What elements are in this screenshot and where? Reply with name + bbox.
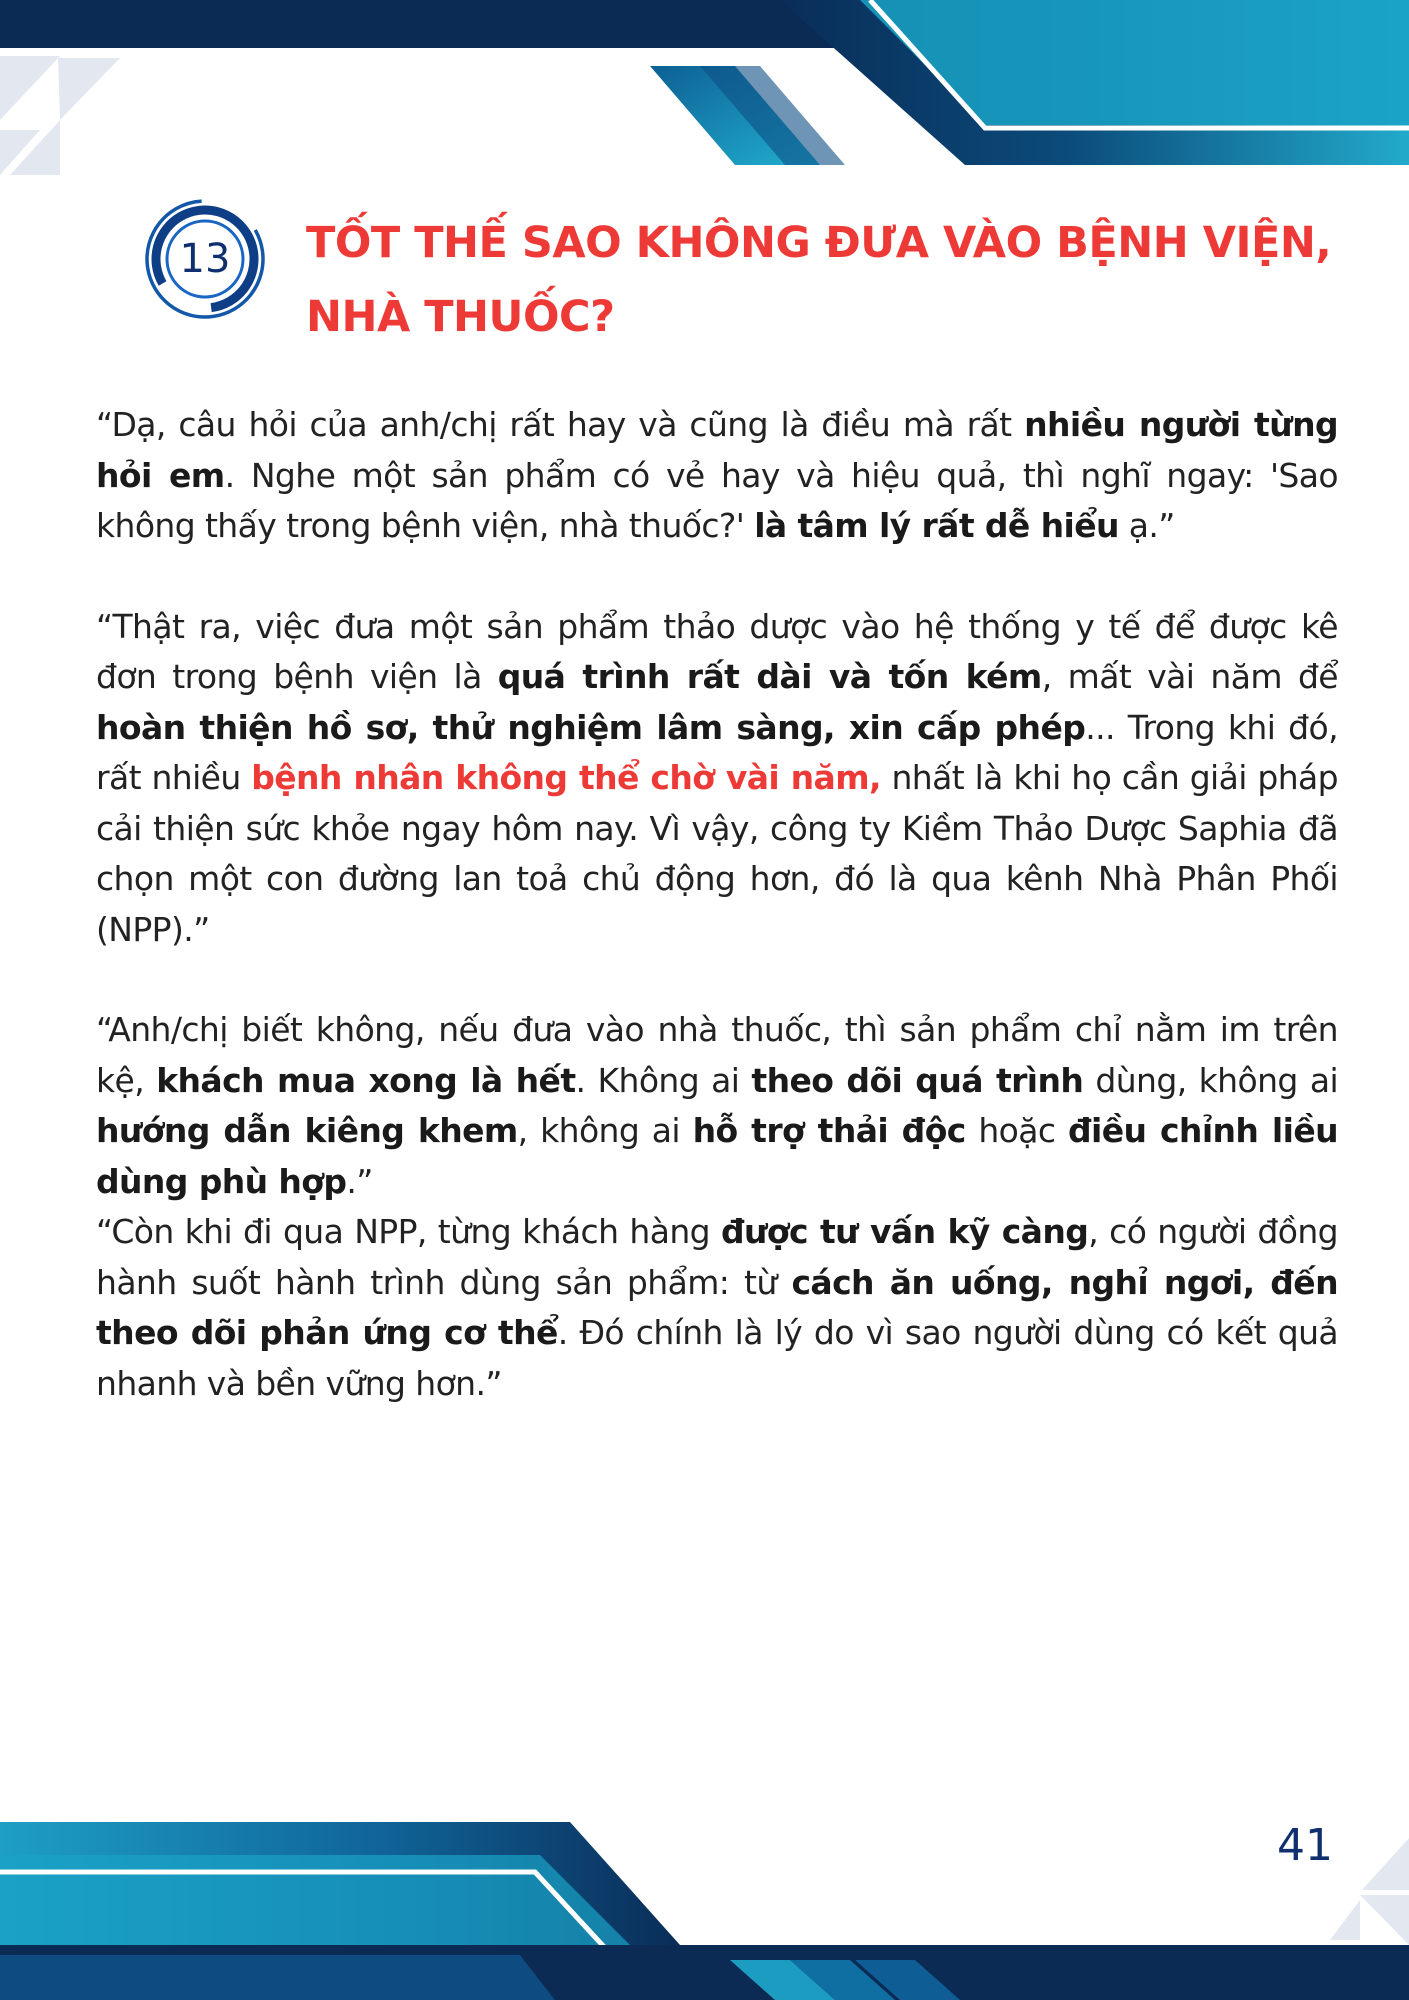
paragraph-text: . Không ai: [575, 1060, 752, 1100]
paragraph: [96, 602, 1338, 956]
paragraph-text: . Nghe một sản phẩm có vẻ hay và hiệu quả, thì nghĩ ngay: 'Sao không thấy trong bệnh viện, nhà thuốc?': [96, 455, 1338, 545]
bottom-banner: [0, 1822, 1409, 2000]
paragraph-text: nhất là khi họ cần giải pháp cải thiện sức khỏe ngay hôm nay. Vì vậy, công ty Kiềm Thảo Dược Saphia đã chọn một con đường lan toả chủ động hơn, đó là qua kênh Nhà Phân Phối (NPP).”: [96, 758, 1338, 949]
bold-text: hướng dẫn kiêng khem: [96, 1111, 518, 1150]
paragraph: [96, 1005, 1338, 1207]
section-title-line-1: TỐT THẾ SAO KHÔNG ĐƯA VÀO BỆNH VIỆN,: [306, 218, 1332, 268]
bold-text: nhiều người từng hỏi em: [96, 405, 1339, 495]
paragraph: [96, 1207, 1338, 1409]
paragraph-text: “Dạ, câu hỏi của anh/chị rất hay và cũng là điều mà rất: [96, 405, 1025, 444]
bold-text: theo dõi quá trình: [751, 1060, 1084, 1100]
corner-triangles-bottom-right: [1330, 1838, 1409, 1945]
corner-triangles-top-left: [0, 56, 120, 175]
paragraph-text: hoặc: [965, 1111, 1068, 1150]
section-title: [306, 206, 1366, 354]
bold-text: hỗ trợ thải độc: [692, 1111, 966, 1150]
paragraph-text: ạ.”: [1118, 506, 1175, 545]
paragraph-text: . Đó chính là lý do vì sao người dùng có kết quả nhanh và bền vững hơn.”: [96, 1313, 1339, 1403]
paragraph-text: .”: [346, 1161, 373, 1201]
section-title-line-2: NHÀ THUỐC?: [306, 292, 615, 342]
paragraph-text: dùng, không ai: [1083, 1060, 1339, 1100]
highlight-red-text: bệnh nhân không thể chờ vài năm,: [251, 758, 881, 797]
bold-text: điều chỉnh liều dùng phù hợp: [96, 1111, 1339, 1201]
top-banner: [0, 0, 1409, 165]
section-number: 13: [179, 236, 231, 282]
bold-text: là tâm lý rất dễ hiểu: [754, 506, 1119, 545]
paragraph-text: “Anh/chị biết không, nếu đưa vào nhà thuốc, thì sản phẩm chỉ nằm im trên kệ,: [96, 1010, 1338, 1100]
section-number-badge: [142, 196, 268, 322]
body-text: [96, 400, 1338, 1409]
paragraph-text: , không ai: [517, 1111, 693, 1150]
bold-text: quá trình rất dài và tốn kém: [497, 657, 1042, 696]
paragraph-text: ... Trong khi đó, rất nhiều: [96, 707, 1338, 797]
page-number: 41: [1277, 1820, 1333, 1871]
paragraph: [96, 400, 1338, 552]
paragraph-text: , có người đồng hành suốt hành trình dùng sản phẩm: từ: [96, 1212, 1338, 1302]
bold-text: hoàn thiện hồ sơ, thử nghiệm lâm sàng, xin cấp phép: [96, 707, 1086, 747]
paragraph-text: “Thật ra, việc đưa một sản phẩm thảo dược vào hệ thống y tế để được kê đơn trong bệnh viện là: [96, 606, 1338, 696]
paragraph-text: “Còn khi đi qua NPP, từng khách hàng: [96, 1212, 721, 1251]
paragraph-text: , mất vài năm để: [1041, 657, 1339, 696]
bold-text: cách ăn uống, nghỉ ngơi, đến theo dõi phản ứng cơ thể: [96, 1262, 1338, 1352]
bold-text: được tư vấn kỹ càng: [721, 1212, 1089, 1251]
bold-text: khách mua xong là hết: [156, 1060, 576, 1100]
